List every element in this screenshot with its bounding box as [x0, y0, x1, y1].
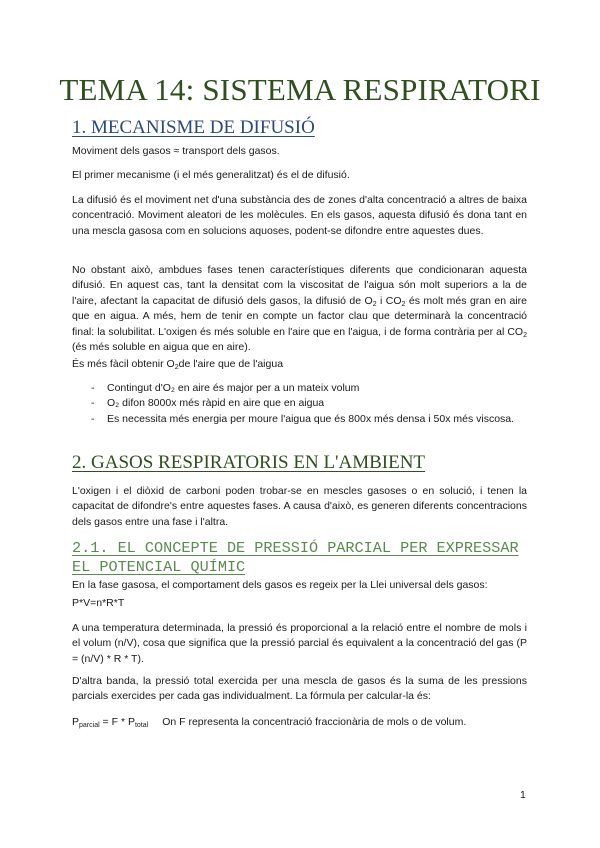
paragraph-gas-movement: Moviment dels gasos ≈ transport dels gasos. [72, 145, 280, 157]
section-1-heading: 1. MECANISME DE DIFUSIÓ [72, 117, 315, 138]
paragraph-respiratory-gases: L'oxigen i el diòxid de carboni poden trobar-se en mescles gasoses o en solució, i tenen la capacitat de difondre's entre aquestes fases. A causa d'això, es generen diferents concentracions dels gasos entre una fase i l'altra. [72, 485, 527, 528]
section-2-heading: 2. GASOS RESPIRATORIS EN L'AMBIENT [72, 452, 426, 473]
paragraph-diffusion-definition: La difusió és el moviment net d'una substància des de zones d'alta concentració a altres de baixa concentració. Moviment aleatori de les molècules. En els gasos, aquesta difusió és dona tant en una mescla gasosa com en solucions aquoses, podent-se difondre entre aquestes dues. [72, 194, 527, 237]
partial-pressure-formula: $P_{parcial} = F * P_{total}$ On F representa la concentració fraccionària de mols o de volum. [72, 716, 467, 729]
page-title: TEMA 14: SISTEMA RESPIRATORI [59, 72, 541, 107]
bullet-list [72, 381, 527, 427]
page-number: 1 [520, 789, 526, 801]
paragraph-total-pressure: D'altra banda, la pressió total exercida per una mescla de gasos és la suma de les pressions parcials exercides per cada gas individualment. La fórmula per calcular-la és: [72, 675, 527, 703]
paragraph-gas-law-intro: En la fase gasosa, el comportament dels gasos es regeix per la Llei universal dels gasos: [72, 579, 488, 591]
paragraph-oxygen-easier: És més fàcil obtenir $O_2de$ l'aire que de l'aigua [72, 358, 284, 371]
section-2-1-heading: 2.1. EL CONCEPTE DE PRESSIÓ PARCIAL PER EXPRESSAR EL POTENCIAL QUÍMIC [72, 539, 519, 576]
paragraph-partial-pressure: A una temperatura determinada, la pressió és proporcional a la relació entre el nombre de mols i el volum (n/V), cosa que significa que la pressió parcial és equivalent a la concentració del gas (P = (n/V) * R * T). [72, 622, 527, 665]
paragraph-phase-differences: No obstant això, ambdues fases tenen característiques diferents que condicionaran aquesta difusió. En aquest cas, tant la densitat com la viscositat de l'aigua són molt superiors a la de l'aire, afectant la capacitat de difusió dels gasos, la difusió de $O_2$ i $CO_2$ és molt més gran en aire que en aigua. A més, hem de tenir en compte un factor clau que determinarà la concentració final: la solubilitat. L'oxigen és més soluble en l'aire que en l'aigua, i de forma contrària per al $CO_2$ (és més soluble en aigua que en aire). [72, 264, 528, 354]
gas-law-formula: P*V=n*R*T [72, 597, 125, 609]
list-item: - Es necessita més energia per moure l'aigua que és 800x més densa i 50x més viscosa. [91, 412, 515, 425]
list-item: - O₂ difon 8000x més ràpid en aire que en aigua [91, 397, 325, 410]
paragraph-first-mechanism: El primer mecanisme (i el més generalitzat) és el de difusió. [72, 169, 350, 181]
list-item: - Contingut d'O₂ en aire és major per a un mateix volum [91, 382, 360, 394]
